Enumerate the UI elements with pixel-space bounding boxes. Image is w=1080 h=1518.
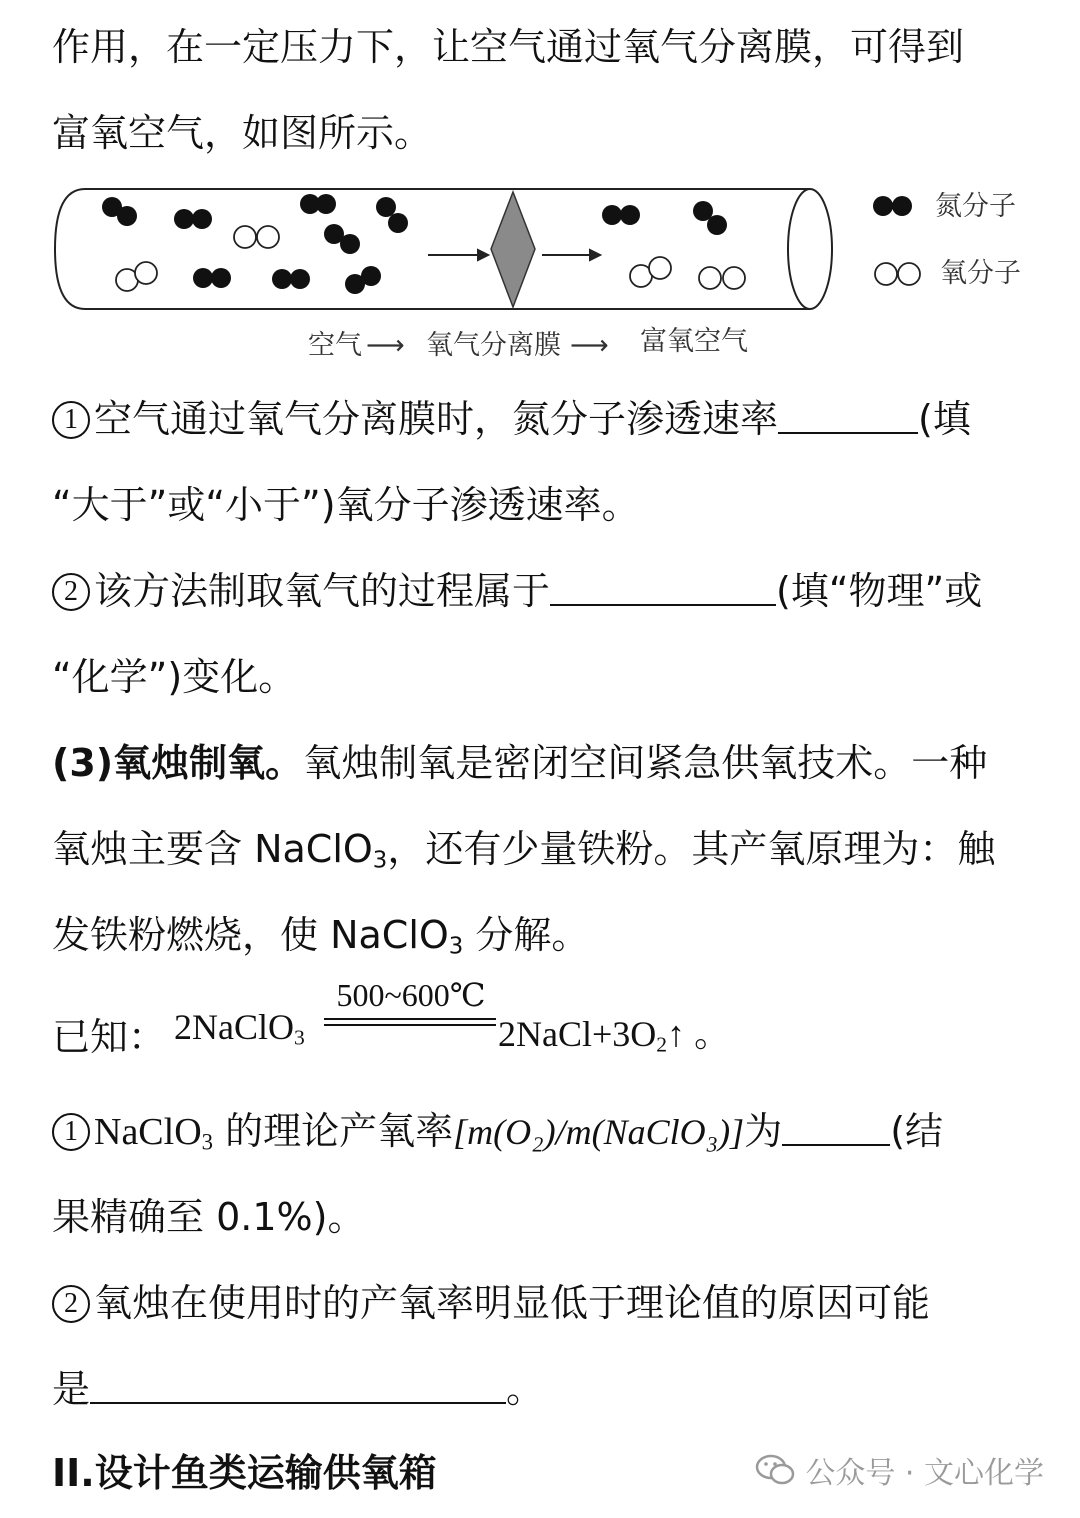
section-heading: (3)氧烛制氧。 xyxy=(52,741,304,785)
question-text: (结 xyxy=(890,1109,944,1153)
legend-nitrogen xyxy=(873,196,912,216)
caption-membrane: 氧气分离膜 xyxy=(426,330,561,361)
section-text: ，还有少量铁粉。其产氧原理为：触 xyxy=(387,827,996,871)
equation-right xyxy=(498,1006,730,1057)
reaction-condition: 500~600℃ xyxy=(336,977,486,1013)
question-text: (填“物理”或 xyxy=(776,569,983,613)
text-line: 作用，在一定压力下，让空气通过氧气分离膜，可得到 xyxy=(52,25,965,69)
question-line: “化学”)变化。 xyxy=(52,655,297,699)
wechat-icon xyxy=(755,1453,795,1487)
question-line xyxy=(52,394,971,444)
section-heading: II.设计鱼类运输供氧箱 xyxy=(52,1451,437,1495)
equation-left xyxy=(174,1006,305,1048)
tube xyxy=(55,189,832,309)
answer-blank[interactable] xyxy=(550,570,776,606)
known-label: 已知： xyxy=(52,1015,167,1059)
section-line xyxy=(52,824,995,874)
reactant: 2NaClO xyxy=(174,1007,294,1047)
question-text: 该方法制取氧气的过程属于 xyxy=(94,569,551,613)
circled-number: 1 xyxy=(52,1113,90,1151)
legend-oxygen xyxy=(875,263,920,285)
section-text: 氧烛制氧是密闭空间紧急供氧技术。一种 xyxy=(303,741,988,785)
subscript: 3 xyxy=(372,847,388,874)
watermark xyxy=(755,1448,1044,1492)
question-line: 果精确至 0.1%)。 xyxy=(52,1195,366,1239)
gas-arrow: ↑ 。 xyxy=(667,1014,731,1054)
question-text: 。 xyxy=(506,1367,545,1411)
watermark-text: 公众号 · 文心化学 xyxy=(805,1456,1044,1491)
question-line: “大于”或“小于”)氧分子渗透速率。 xyxy=(52,483,640,527)
question-text: 空气通过氧气分离膜时，氮分子渗透速率 xyxy=(94,397,779,441)
section-line xyxy=(52,738,987,788)
caption-air: 空气 xyxy=(308,330,362,361)
caption-arrow: ⟶ xyxy=(366,330,405,361)
circled-number: 2 xyxy=(52,573,90,611)
subscript: 3 xyxy=(448,933,464,960)
ratio-formula: [m(O₂)/m(NaClO₃)] xyxy=(453,1112,745,1152)
section-text: 氧烛主要含 NaClO xyxy=(52,827,373,871)
question-line xyxy=(52,1278,930,1328)
text-line: 富氧空气，如图所示。 xyxy=(52,111,433,155)
legend-nitrogen-label: 氮分子 xyxy=(935,191,1016,222)
section-text: 发铁粉燃烧，使 NaClO xyxy=(52,913,449,957)
section-text: 分解。 xyxy=(463,913,590,957)
question-line xyxy=(52,1364,544,1414)
caption-enriched-air: 富氧空气 xyxy=(640,326,748,357)
product: 2NaCl+3O xyxy=(498,1014,657,1054)
caption-arrow: ⟶ xyxy=(570,330,609,361)
subscript: 2 xyxy=(656,1032,668,1057)
question-text: 是 xyxy=(52,1367,91,1411)
equals-bar xyxy=(324,1024,496,1026)
circled-number: 2 xyxy=(52,1285,90,1323)
question-text: (填 xyxy=(918,397,971,441)
formula: NaClO xyxy=(94,1111,202,1153)
equals-bar xyxy=(324,1018,496,1020)
question-text: 为 xyxy=(744,1109,783,1153)
subscript: 3 xyxy=(201,1129,214,1155)
answer-blank[interactable] xyxy=(778,398,918,434)
subscript: 3 xyxy=(294,1025,305,1050)
section-line xyxy=(52,910,589,960)
question-text: 氧烛在使用时的产氧率明显低于理论值的原因可能 xyxy=(94,1281,931,1325)
question-line xyxy=(52,1106,943,1157)
answer-blank[interactable] xyxy=(782,1110,890,1146)
question-line xyxy=(52,566,982,616)
legend-oxygen-label: 氧分子 xyxy=(940,258,1021,289)
membrane xyxy=(491,192,535,307)
question-text: 的理论产氧率 xyxy=(213,1109,454,1153)
circled-number: 1 xyxy=(52,401,90,439)
membrane-diagram xyxy=(50,182,1040,372)
answer-blank[interactable] xyxy=(90,1368,506,1404)
